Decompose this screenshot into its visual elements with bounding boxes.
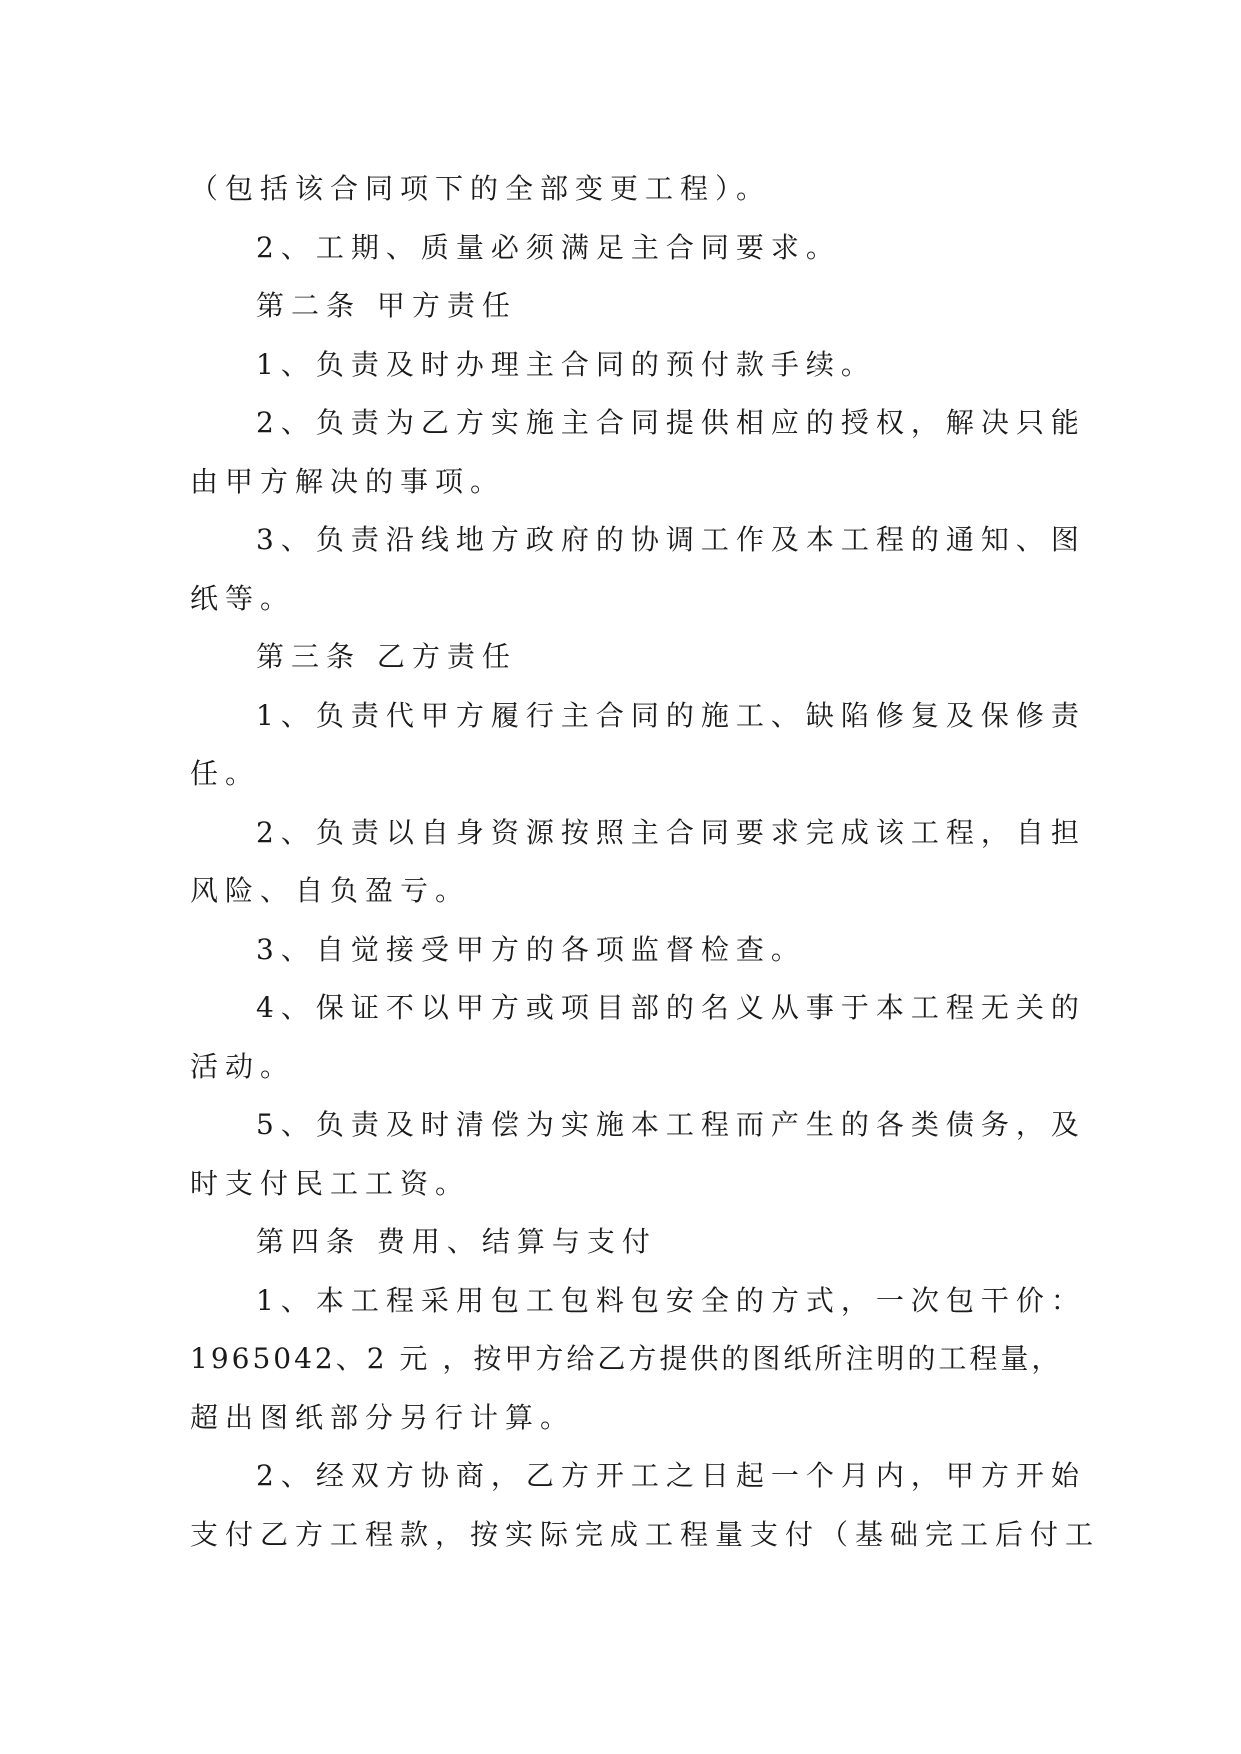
text-line: 时支付民工工资。 — [190, 1166, 471, 1200]
text-line: 任。 — [190, 757, 261, 790]
text-line: 风险、自负盈亏。 — [190, 874, 471, 907]
text-line: 超出图纸部分另行计算。 — [190, 1400, 576, 1434]
clause-item: 2、负责以自身资源按照主合同要求完成该工程，自担 — [256, 815, 1086, 849]
text-line: 1965042、2 元 ，按甲方给乙方提供的图纸所注明的工程量， — [190, 1342, 1063, 1375]
clause-item: 1、负责及时办理主合同的预付款手续。 — [256, 347, 876, 381]
clause-item: 3、自觉接受甲方的各项监督检查。 — [256, 932, 806, 966]
document-body — [190, 160, 1101, 1564]
section-heading: 第三条 乙方责任 — [256, 640, 517, 673]
text-line: 由甲方解决的事项。 — [190, 464, 506, 498]
clause-item: 2、经双方协商，乙方开工之日起一个月内，甲方开始 — [256, 1459, 1086, 1492]
clause-item: 4、保证不以甲方或项目部的名义从事于本工程无关的 — [256, 991, 1086, 1024]
text-line: 支付乙方工程款，按实际完成工程量支付（基础完工后付工 — [190, 1517, 1101, 1551]
section-heading: 第二条 甲方责任 — [256, 289, 517, 322]
clause-item: 5、负责及时清偿为实施本工程而产生的各类债务，及 — [256, 1108, 1086, 1141]
text-line: （包括该合同项下的全部变更工程）。 — [190, 172, 772, 205]
clause-item: 1、负责代甲方履行主合同的施工、缺陷修复及保修责 — [256, 698, 1086, 732]
text-line: 纸等。 — [190, 581, 296, 615]
section-heading: 第四条 费用、结算与支付 — [256, 1225, 657, 1258]
clause-item: 2、负责为乙方实施主合同提供相应的授权，解决只能 — [256, 406, 1086, 439]
clause-item: 2、工期、质量必须满足主合同要求。 — [256, 230, 841, 264]
clause-item: 3、负责沿线地方政府的协调工作及本工程的通知、图 — [256, 523, 1086, 556]
clause-item: 1、本工程采用包工包料包安全的方式，一次包干价： — [256, 1283, 1086, 1317]
text-line: 活动。 — [190, 1049, 296, 1083]
